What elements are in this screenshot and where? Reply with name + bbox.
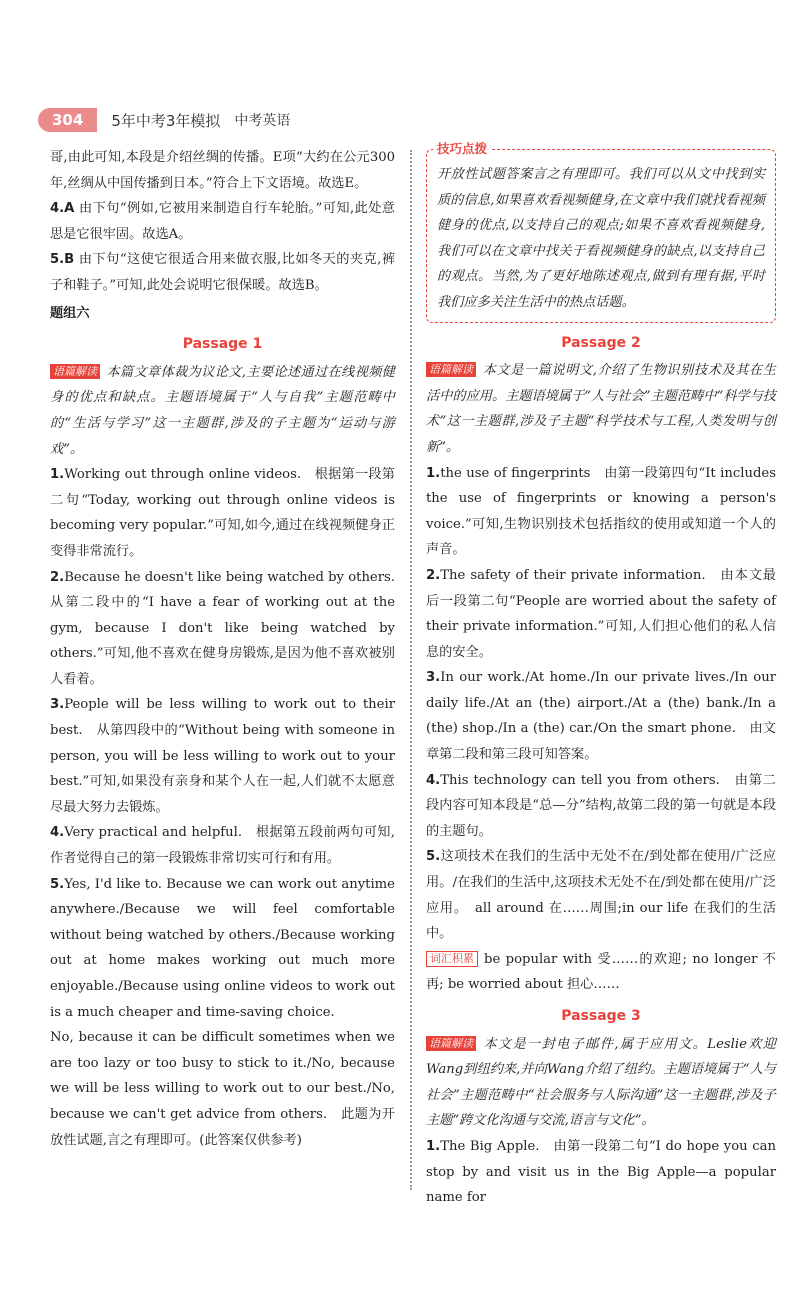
vocab-section (426, 947, 776, 998)
answer-item (50, 692, 395, 820)
answer-text: Yes, I'd like to. Because we can work out anytime anywhere./Because we will feel comfortable without being watched by others./Because working out at home makes working out much more enjoyable./Because using online videos to work out is a much cheaper and time-saving choice. (50, 876, 395, 1020)
answer-text: Working out through online videos. 根据第一段第二句“Today, working out through online videos is becoming very popular.”可知,如今,通过在线视频健身正变得非常流行。 (50, 467, 395, 559)
answer-number: 5. (426, 849, 441, 865)
answer-item (50, 565, 409, 693)
answer-number: 5.B (50, 252, 75, 268)
reading-analysis (426, 1032, 776, 1134)
book-title: 5年中考3年模拟 (111, 111, 221, 130)
answer-item (426, 768, 776, 845)
answer-item (426, 844, 776, 946)
tip-label: 技巧点拨 (433, 140, 491, 158)
page-number: 304 (38, 108, 97, 132)
reading-tag: 语篇解读 (426, 362, 476, 377)
passage-2-title: Passage 2 (561, 334, 641, 351)
answer-item (50, 872, 395, 1026)
answer-number: 5. (50, 876, 65, 892)
reading-tag: 语篇解读 (426, 1036, 476, 1051)
no-answer-paragraph: No, because it can be difficult sometimes when we are too lazy or too busy to stick to it./No, because we will be less willing to work out to our best./No, because we can't get advice from others. 此题为开放性试题,言之有理即可。(此答案仅供参考) (50, 1030, 395, 1148)
reading-analysis (50, 360, 395, 462)
reading-text: 本文是一篇说明文,介绍了生物识别技术及其在生活中的应用。主题语境属于“人与社会”主题范畴中“科学与技术”这一主题群,涉及子主题“科学技术与工程,人类发明与创新”。 (426, 363, 776, 455)
answer-item (426, 665, 776, 767)
passage-1-title: Passage 1 (182, 336, 263, 353)
book-subject: 中考英语 (234, 113, 291, 129)
answer-number: 4. (426, 772, 441, 788)
left-column (50, 145, 409, 1153)
answer-text: 这项技术在我们的生活中无处不在/到处都在使用/广泛应用。/在我们的生活中,这项技术无处不在/到处都在使用/广泛应用。 all around 在……周围;in our life 在我们的生活中。 (426, 849, 776, 942)
answer-number: 3. (426, 670, 441, 686)
answer-text: People will be less willing to work out to their best. 从第四段中的“Without being with someone in person, you will be less willing to work out to your best.”可知,如果没有亲身和某个人在一起,人们就不太愿意尽最大努力去锻炼。 (50, 697, 395, 815)
right-column (426, 141, 776, 1211)
reading-analysis (426, 358, 776, 460)
answer-item (50, 462, 395, 564)
reading-text: 本文是一封电子邮件,属于应用文。Leslie欢迎Wang到纽约来,并向Wang介绍了纽约。主题语境属于“人与社会”主题范畴中“社会服务与人际沟通”这一主题群,涉及子主题“跨文化沟通与交流,语言与文化”。 (426, 1036, 776, 1129)
answer-number: 1. (426, 465, 441, 481)
group-title: 题组六 (50, 305, 90, 321)
answer-number: 3. (50, 697, 65, 713)
answer-number: 4.A (50, 201, 75, 217)
answer-text: In our work./At home./In our private lives./In our daily life./At an (the) airport./At a (the) bank./In a (the) shop./In a (the) car./On the smart phone. 由文章第二段和第三段可知答案。 (426, 670, 776, 763)
answer-text: This technology can tell you from others. 由第二段内容可知本段是“总—分”结构,故第二段的第一句就是本段的主题句。 (426, 772, 776, 839)
answer-text: the use of fingerprints 由第一段第四句“It includes the use of fingerprints or knowing a person's voice.”可知,生物识别技术包括指纹的使用或知道一个人的声音。 (426, 465, 776, 558)
reading-text: 本篇文章体裁为议论文,主要论述通过在线视频健身的优点和缺点。主题语境属于“人与自我”主题范畴中的“生活与学习”这一主题群,涉及的子主题为“运动与游戏”。 (50, 364, 395, 457)
answer-item (50, 820, 395, 871)
answer-text: Very practical and helpful. 根据第五段前两句可知,作者觉得自己的第一段锻炼非常切实可行和有用。 (50, 825, 395, 867)
answer-item (50, 247, 395, 298)
reading-tag: 语篇解读 (50, 364, 100, 379)
answer-text: 由下句“例如,它被用来制造自行车轮胎。”可知,此处意思是它很牢固。故选A。 (50, 201, 395, 242)
answer-item (426, 1134, 776, 1211)
answer-item (426, 563, 776, 665)
answer-text: 由下句“这使它很适合用来做衣服,比如冬天的夹克,裤子和鞋子。”可知,此处会说明它很保暖。故选B。 (50, 252, 395, 293)
vocab-tag: 词汇积累 (426, 951, 478, 967)
answer-text: The Big Apple. 由第一段第二句“I do hope you can stop by and visit us in the Big Apple—a popular name for (426, 1138, 776, 1206)
answer-item (50, 196, 395, 247)
intro-paragraph: 哥,由此可知,本段是介绍丝绸的传播。E项“大约在公元300年,丝绸从中国传播到日本。”符合上下文语境。故选E。 (50, 150, 395, 191)
tip-box (426, 141, 776, 323)
answer-number: 1. (426, 1138, 441, 1154)
answer-text: Because he doesn't like being watched by others. 从第二段中的“I have a fear of working out at the gym, because I don't like being watched by others.”可知,他不喜欢在健身房锻炼,是因为他不喜欢被别人看着。 (50, 569, 409, 687)
answer-item (426, 461, 776, 563)
page-header (38, 104, 290, 136)
answer-number: 2. (50, 569, 65, 585)
answer-number: 4. (50, 825, 65, 841)
passage-3-title: Passage 3 (561, 1008, 641, 1024)
answer-number: 1. (50, 467, 65, 483)
column-divider (410, 150, 412, 1190)
answer-number: 2. (426, 567, 441, 583)
answer-text: The safety of their private information. 由本文最后一段第二句“People are worried about the safety of their private information.”可知,人们担心他们的私人信息的安全。 (426, 567, 776, 660)
tip-text: 开放性试题答案言之有理即可。我们可以从文中找到实质的信息,如果喜欢看视频健身,在文章中我们就找看视频健身的优点,以支持自己的观点;如果不喜欢看视频健身,我们可以在文章中找关于看视频健身的缺点,以支持自己的观点。当然,为了更好地陈述观点,做到有理有据,平时我们应多关注生活中的热点话题。 (437, 167, 765, 310)
vocab-text: be popular with 受……的欢迎; no longer 不再; be worried about 担心…… (426, 951, 776, 993)
